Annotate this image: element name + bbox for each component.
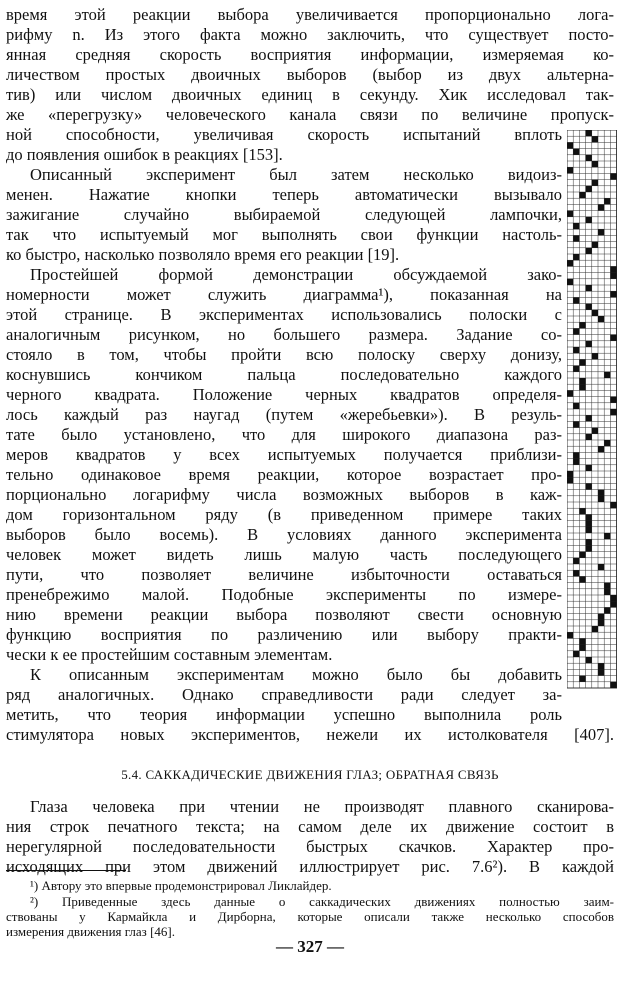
grid-black-square xyxy=(610,502,616,508)
grid-figure xyxy=(567,130,617,690)
text-line: тив) или числом двоичных единиц в секунду. Хик исследовал так- xyxy=(6,85,614,104)
grid-black-square xyxy=(592,310,598,316)
grid-black-square xyxy=(604,198,610,204)
grid-black-square xyxy=(573,366,579,372)
grid-black-square xyxy=(598,204,604,210)
grid-black-square xyxy=(586,521,592,527)
grid-black-square xyxy=(567,279,573,285)
text-line: ния строк печатного текста; на самом деле их движение состоит в xyxy=(6,817,614,836)
grid-black-square xyxy=(598,446,604,452)
grid-black-square xyxy=(586,304,592,310)
section-heading: 5.4. САККАДИЧЕСКИЕ ДВИЖЕНИЯ ГЛАЗ; ОБРАТНАЯ СВЯЗЬ xyxy=(121,767,499,782)
footnote-rule xyxy=(6,870,126,871)
text-line: же «перегрузку» человеческого канала связи по величине пропуск- xyxy=(6,105,614,124)
text-line: зажигание случайно выбираемой следующей лампочки, xyxy=(6,205,562,224)
grid-black-square xyxy=(592,626,598,632)
footnote: ствованы у Кармайкла и Дирборна, которые описали также несколько способов xyxy=(6,909,614,924)
grid-black-square xyxy=(573,347,579,353)
grid-black-square xyxy=(586,539,592,545)
text-line: К описанным экспериментам можно было бы добавить xyxy=(30,665,562,684)
grid-black-square xyxy=(573,403,579,409)
grid-black-square xyxy=(598,614,604,620)
grid-black-square xyxy=(586,248,592,254)
grid-black-square xyxy=(598,620,604,626)
page-number: — 327 — xyxy=(276,937,344,956)
grid-black-square xyxy=(579,192,585,198)
grid-black-square xyxy=(592,353,598,359)
text-line: человек может видеть лишь малую часть последующего xyxy=(6,545,562,564)
grid-black-square xyxy=(610,173,616,179)
grid-black-square xyxy=(592,161,598,167)
text-line: меров квадратов у всех испытуемых получается приблизи- xyxy=(6,445,562,464)
grid-black-square xyxy=(598,669,604,675)
grid-black-square xyxy=(610,682,616,688)
grid-black-square xyxy=(604,589,610,595)
grid-black-square xyxy=(579,322,585,328)
grid-black-square xyxy=(604,372,610,378)
text-line: личеством простых двоичных выборов (выбор из двух альтерна- xyxy=(6,65,614,84)
footnote: измерения движения глаз [46]. xyxy=(6,924,175,939)
grid-black-square xyxy=(573,254,579,260)
text-line: лось каждый раз наугад (путем «жеребьевки»). В резуль- xyxy=(6,405,562,424)
grid-black-square xyxy=(573,235,579,241)
grid-black-square xyxy=(598,663,604,669)
text-line: стояло в том, чтобы пройти всю полоску сверху донизу, xyxy=(6,345,562,364)
text-line: тате было установлено, что для широкого диапазона раз- xyxy=(6,425,562,444)
text-line: дом горизонтальном ряду (в приведенном примере таких xyxy=(6,505,562,524)
text-line: Описанный эксперимент был затем несколько видоиз- xyxy=(30,165,562,184)
grid-black-square xyxy=(592,428,598,434)
text-line: время этой реакции выбора увеличивается пропорционально лога- xyxy=(6,5,614,24)
text-line: нерегулярной последовательности быстрых скачков. Характер про- xyxy=(6,837,614,856)
grid-black-square xyxy=(586,465,592,471)
grid-black-square xyxy=(598,229,604,235)
text-line: аналогичным рисунком, но большего размера. Задание со- xyxy=(6,325,562,344)
text-line: черного квадрата. Положение черных квадратов определя- xyxy=(6,385,562,404)
text-line: стимулятора новых экспериментов, нежели их истолкователя [407]. xyxy=(6,725,614,744)
text-line: пренебрежимо малой. Подобные эксперименты по измере- xyxy=(6,585,562,604)
grid-black-square xyxy=(579,384,585,390)
grid-black-square xyxy=(567,260,573,266)
text-line: нию времени реакции выбора позволяют свести основную xyxy=(6,605,562,624)
grid-black-square xyxy=(604,440,610,446)
grid-black-square xyxy=(586,415,592,421)
grid-black-square xyxy=(567,167,573,173)
text-line: менен. Нажатие кнопки теперь автоматически вызывало xyxy=(6,185,562,204)
text-line: рифму n. Из этого факта можно заключить, что существует посто- xyxy=(6,25,614,44)
grid-black-square xyxy=(604,607,610,613)
grid-black-square xyxy=(586,285,592,291)
footnote: ²) Приведенные здесь данные о саккадических движениях полностью заим- xyxy=(30,894,614,909)
grid-black-square xyxy=(586,527,592,533)
grid-black-square xyxy=(598,496,604,502)
grid-black-square xyxy=(598,564,604,570)
grid-black-square xyxy=(598,316,604,322)
grid-black-square xyxy=(567,142,573,148)
grid-black-square xyxy=(573,651,579,657)
grid-black-square xyxy=(579,552,585,558)
grid-black-square xyxy=(610,595,616,601)
text-line: порционально логарифму числа возможных выборов в каж- xyxy=(6,485,562,504)
grid-black-square xyxy=(579,359,585,365)
grid-black-square xyxy=(573,452,579,458)
grid-black-square xyxy=(610,397,616,403)
grid-black-square xyxy=(586,155,592,161)
text-line: метить, что теория информации успешно выполнила роль xyxy=(6,705,562,724)
grid-black-square xyxy=(579,378,585,384)
grid-black-square xyxy=(573,149,579,155)
text-line: исходящих при этом движений иллюстрирует рис. 7.6²). В каждой xyxy=(6,857,614,876)
grid-black-square xyxy=(610,335,616,341)
grid-black-square xyxy=(567,211,573,217)
text-line: выборов было восемь). В условиях данного эксперимента xyxy=(6,525,562,544)
grid-black-square xyxy=(579,645,585,651)
grid-black-square xyxy=(592,180,598,186)
grid-black-square xyxy=(573,459,579,465)
grid-black-square xyxy=(567,390,573,396)
text-line: пути, что позволяет величине избыточности оставаться xyxy=(6,565,562,584)
text-line: Глаза человека при чтении не производят плавного сканирова- xyxy=(30,797,614,816)
grid-black-square xyxy=(592,136,598,142)
footnote: ¹) Автору это впервые продемонстрировал Ликлайдер. xyxy=(30,878,332,893)
text-line: коснувшись кончиком пальца последовательно каждого xyxy=(6,365,562,384)
grid-black-square xyxy=(604,583,610,589)
grid-black-square xyxy=(573,223,579,229)
text-line: номерности может служить диаграмма¹), показанная на xyxy=(6,285,562,304)
grid-black-square xyxy=(586,434,592,440)
grid-black-square xyxy=(579,576,585,582)
grid-black-square xyxy=(573,558,579,564)
grid-black-square xyxy=(567,477,573,483)
grid-black-square xyxy=(610,273,616,279)
grid-black-square xyxy=(579,676,585,682)
grid-black-square xyxy=(573,297,579,303)
text-line: Простейшей формой демонстрации обсуждаемой зако- xyxy=(30,265,562,284)
grid-black-square xyxy=(586,130,592,136)
text-line: до появления ошибок в реакциях [153]. xyxy=(6,145,283,164)
text-line: ряд аналогичных. Однако справедливости ради следует за- xyxy=(6,685,562,704)
grid-black-square xyxy=(579,508,585,514)
grid-black-square xyxy=(592,242,598,248)
grid-black-square xyxy=(573,570,579,576)
text-line: ной способности, увеличивая скорость испытаний вплоть xyxy=(6,125,562,144)
grid-black-square xyxy=(567,632,573,638)
grid-black-square xyxy=(573,328,579,334)
grid-black-square xyxy=(586,514,592,520)
grid-black-square xyxy=(598,490,604,496)
grid-black-square xyxy=(579,638,585,644)
grid-black-square xyxy=(610,266,616,272)
grid-black-square xyxy=(604,533,610,539)
text-line: чески к ее простейшим составным элементам. xyxy=(6,645,333,664)
text-line: так что испытуемый мог выполнять свои функции настоль- xyxy=(6,225,562,244)
grid-black-square xyxy=(586,341,592,347)
grid-black-square xyxy=(586,483,592,489)
grid-black-square xyxy=(586,657,592,663)
grid-black-square xyxy=(567,471,573,477)
grid-black-square xyxy=(610,601,616,607)
text-line: функцию восприятия по различению или выбору практи- xyxy=(6,625,562,644)
grid-black-square xyxy=(586,186,592,192)
text-line: этой странице. В экспериментах использовались полоски с xyxy=(6,305,562,324)
grid-black-square xyxy=(610,409,616,415)
text-line: тельно одинаковое время реакции, которое возрастает про- xyxy=(6,465,562,484)
grid-black-square xyxy=(573,421,579,427)
grid-black-square xyxy=(586,545,592,551)
text-line: янная средняя скорость восприятия информации, измеряемая ко- xyxy=(6,45,614,64)
grid-black-square xyxy=(610,291,616,297)
text-line: ко быстро, насколько позволяло время его реакции [19]. xyxy=(6,245,400,264)
grid-black-square xyxy=(586,217,592,223)
